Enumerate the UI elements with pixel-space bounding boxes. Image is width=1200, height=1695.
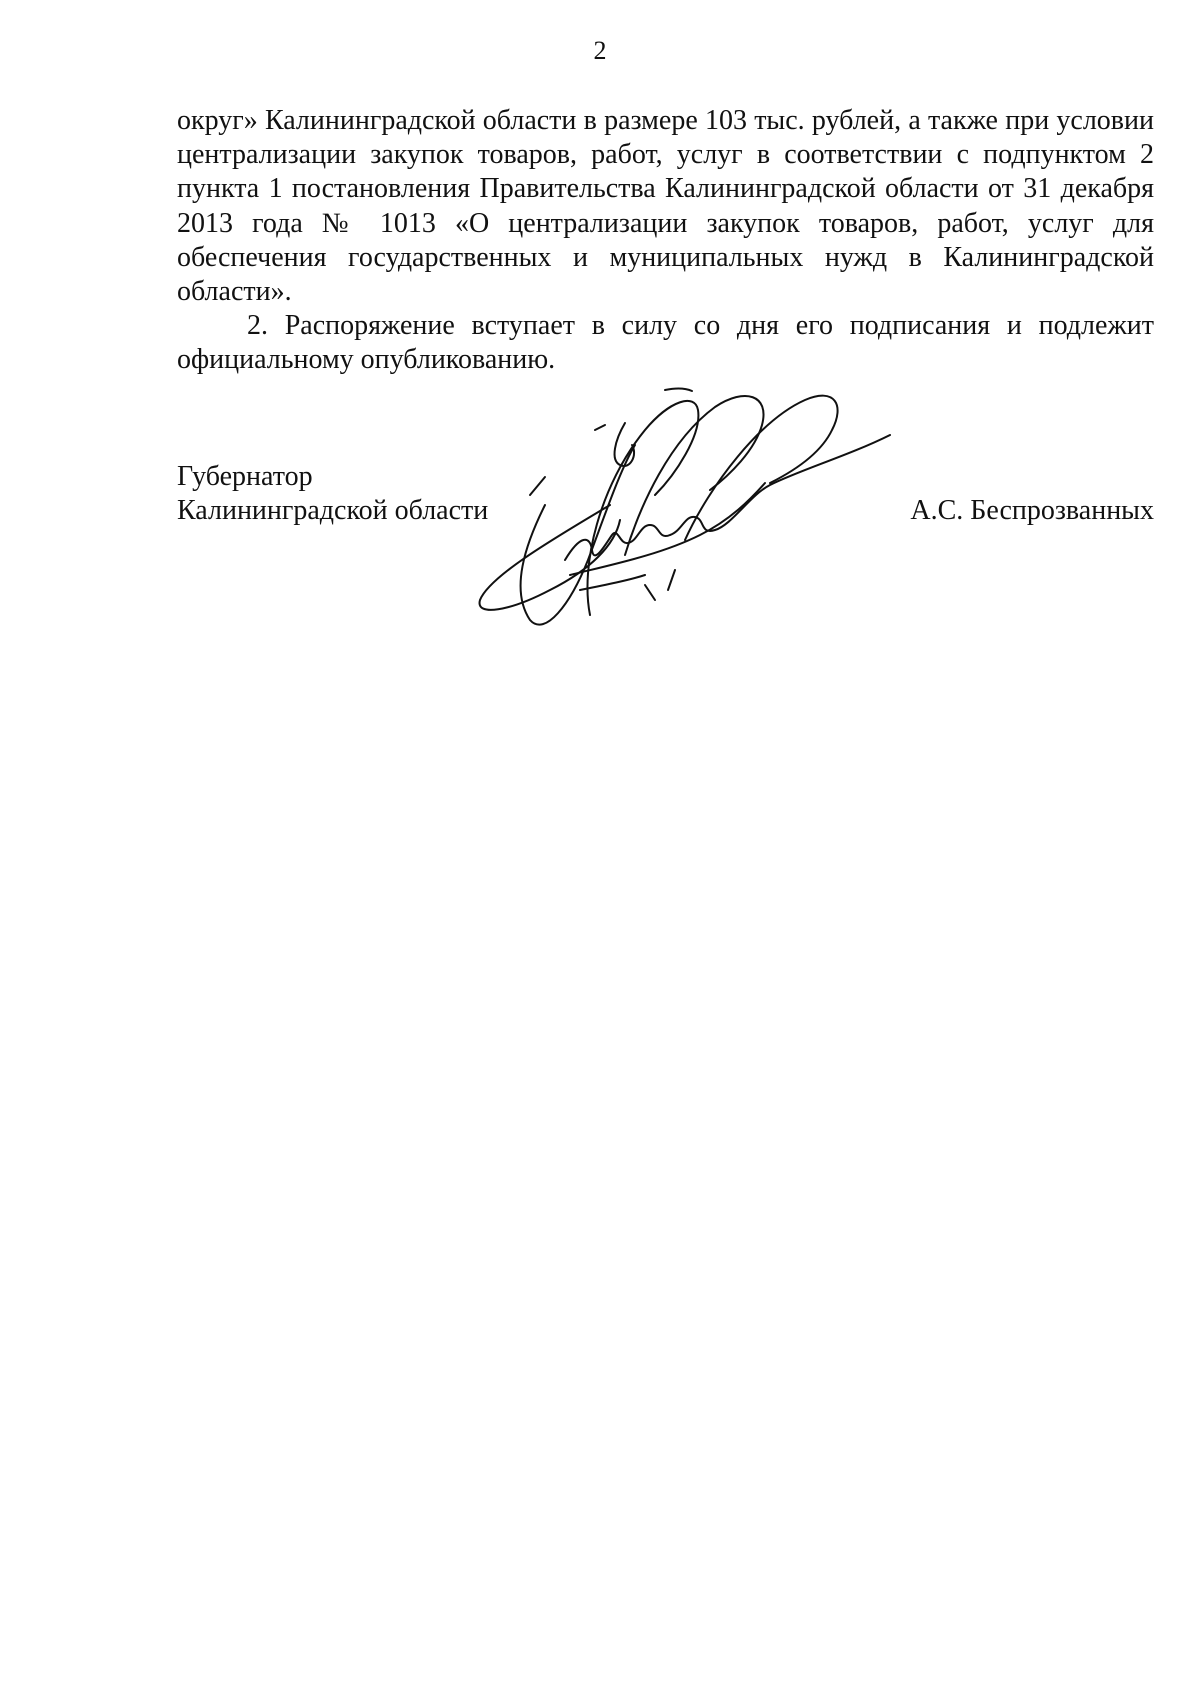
paragraph-item-2: 2. Распоряжение вступает в силу со дня его подписания и подлежит официальному опубликованию. — [177, 310, 1154, 376]
signatory-title-line-2: Калининградской области — [177, 495, 489, 526]
signatory-name: А.С. Беспрозванных — [910, 495, 1154, 526]
paragraph-continuation: округ» Калининградской области в размере 103 тыс. рублей, а также при условии централизации закупок товаров, работ, услуг в соответствии с подпунктом 2 пункта 1 постановления Правительства Калининградской области от 31 декабря 2013 года № 1013 «О централизации закупок товаров, работ, услуг для обеспечения государственных и муниципальных нужд в Калининградской области». — [177, 105, 1154, 308]
handwritten-signature — [470, 385, 930, 635]
page-number: 2 — [593, 36, 607, 65]
document-body — [177, 104, 1154, 378]
signatory-title — [177, 460, 488, 528]
signatory-title-line-1: Губернатор — [177, 461, 313, 492]
